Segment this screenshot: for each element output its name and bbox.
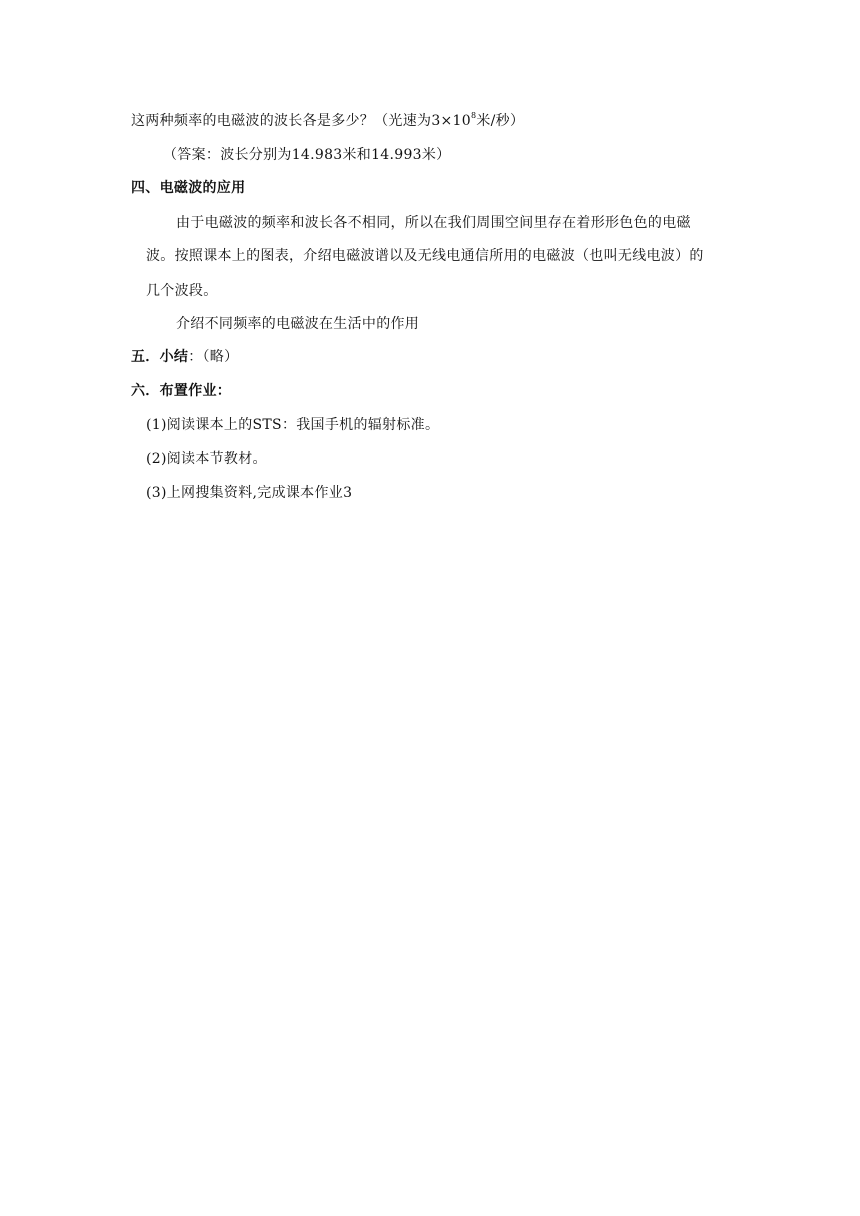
- answer-line: （答案：波长分别为14.983米和14.993米）: [163, 147, 451, 163]
- paragraph-1-line-3: 几个波段。: [146, 283, 218, 299]
- section-6-heading: 六．布置作业：: [131, 383, 232, 399]
- paragraph-1-line-2: 波。按照课本上的图表，介绍电磁波谱以及无线电通信所用的电磁波（也叫无线电波）的: [146, 248, 704, 264]
- paragraph-1-line-1: 由于电磁波的频率和波长各不相同，所以在我们周围空间里存在着形形色色的电磁: [176, 215, 691, 231]
- light-speed-base: 3×10: [431, 113, 471, 129]
- section-5-text: ：（略）: [188, 349, 239, 365]
- light-speed-unit: 米/秒）: [476, 113, 525, 129]
- homework-item-1: (1)阅读课本上的STS：我国手机的辐射标准。: [146, 417, 440, 433]
- section-4-heading: 四、电磁波的应用: [131, 180, 246, 196]
- paragraph-2: 介绍不同频率的电磁波在生活中的作用: [176, 316, 420, 332]
- homework-item-3: (3)上网搜集资料,完成课本作业3: [146, 485, 353, 501]
- question-line: [131, 111, 524, 131]
- light-speed-exponent: 8: [470, 111, 477, 121]
- section-5-heading: 五．小结: [131, 349, 189, 365]
- homework-item-2: (2)阅读本节教材。: [146, 451, 267, 467]
- section-5-line: [131, 347, 238, 367]
- question-text: 这两种频率的电磁波的波长各是多少？（光速为: [131, 113, 432, 129]
